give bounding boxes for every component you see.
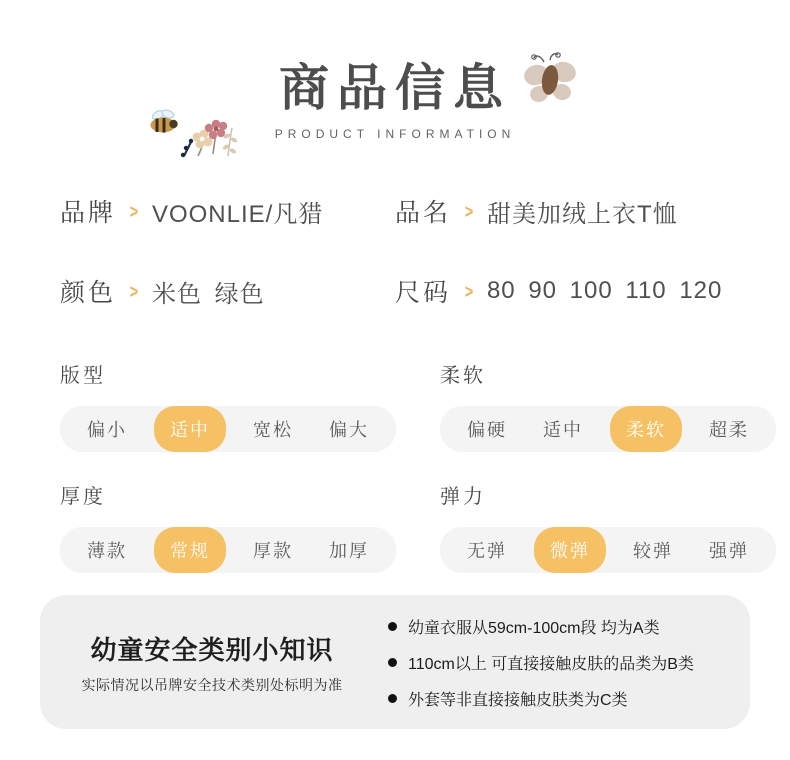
product-name-value: 甜美加绒上衣T恤 [486,200,678,228]
fit-option: 偏小 [87,420,127,440]
info-row-product-name [395,193,755,229]
color-label: 颜色 [60,279,117,307]
elasticity-option: 微弹 [534,527,606,573]
chevron-right-icon: > [464,280,474,303]
product-name-label: 品名 [395,199,452,227]
elasticity-options-bar [440,527,776,573]
page-header [0,0,790,141]
page-subtitle: PRODUCT INFORMATION [274,127,516,141]
elasticity-option: 强弹 [709,541,749,561]
fit-option: 适中 [154,406,226,452]
elasticity-option: 较弹 [633,541,673,561]
thickness-options-bar [60,527,396,573]
safety-bullet [388,615,750,638]
softness-option: 适中 [543,420,583,440]
safety-bullet [388,687,750,710]
safety-subtitle: 实际情况以吊牌安全技术类别处标明为准 [81,676,343,693]
thickness-option: 常规 [154,527,226,573]
safety-title-block [40,630,370,695]
bullet-dot-icon [388,694,397,703]
attr-group-thickness [60,480,440,573]
chevron-right-icon: > [129,280,139,303]
softness-option: 偏硬 [467,420,507,440]
fit-option: 宽松 [253,420,293,440]
chevron-right-icon: > [129,200,139,223]
flowers-icon [181,120,238,157]
butterfly-icon [522,50,584,119]
fit-option: 偏大 [329,420,369,440]
thickness-option: 加厚 [329,541,369,561]
thickness-option: 厚款 [253,541,293,561]
safety-bullet [388,651,750,674]
info-row-brand [60,193,395,229]
size-label: 尺码 [395,279,452,307]
bullet-dot-icon [388,622,397,631]
attr-group-softness [440,359,790,452]
elasticity-label: 弹力 [440,486,486,508]
product-info-grid [60,193,790,309]
color-value: 米色 绿色 [151,280,265,308]
bullet-dot-icon [388,658,397,667]
safety-bullet-list [370,615,750,710]
info-row-color [60,273,395,309]
softness-option: 柔软 [610,406,682,452]
brand-label: 品牌 [60,199,117,227]
softness-label: 柔软 [440,365,486,387]
safety-title: 幼童安全类别小知识 [90,634,334,665]
safety-info-box [40,595,750,729]
safety-bullet-text: 幼童衣服从59cm-100cm段 均为A类 [408,619,660,637]
bee-icon [151,109,178,133]
thickness-label: 厚度 [60,486,106,508]
fit-label: 版型 [60,365,106,387]
safety-bullet-text: 110cm以上 可直接接触皮肤的品类为B类 [408,655,694,673]
thickness-option: 薄款 [87,541,127,561]
attribute-selectors [60,359,790,573]
bee-and-flowers-decoration [142,106,242,167]
chevron-right-icon: > [464,200,474,223]
brand-value: VOONLIE/凡猎 [151,200,324,228]
elasticity-option: 无弹 [467,541,507,561]
attr-group-elasticity [440,480,790,573]
fit-options-bar [60,406,396,452]
softness-options-bar [440,406,776,452]
attr-group-fit [60,359,440,452]
softness-option: 超柔 [709,420,749,440]
page-title: 商品信息 [279,60,511,116]
safety-bullet-text: 外套等非直接接触皮肤类为C类 [408,691,628,709]
info-row-size [395,273,755,309]
size-value: 80 90 100 110 120 [486,277,723,304]
